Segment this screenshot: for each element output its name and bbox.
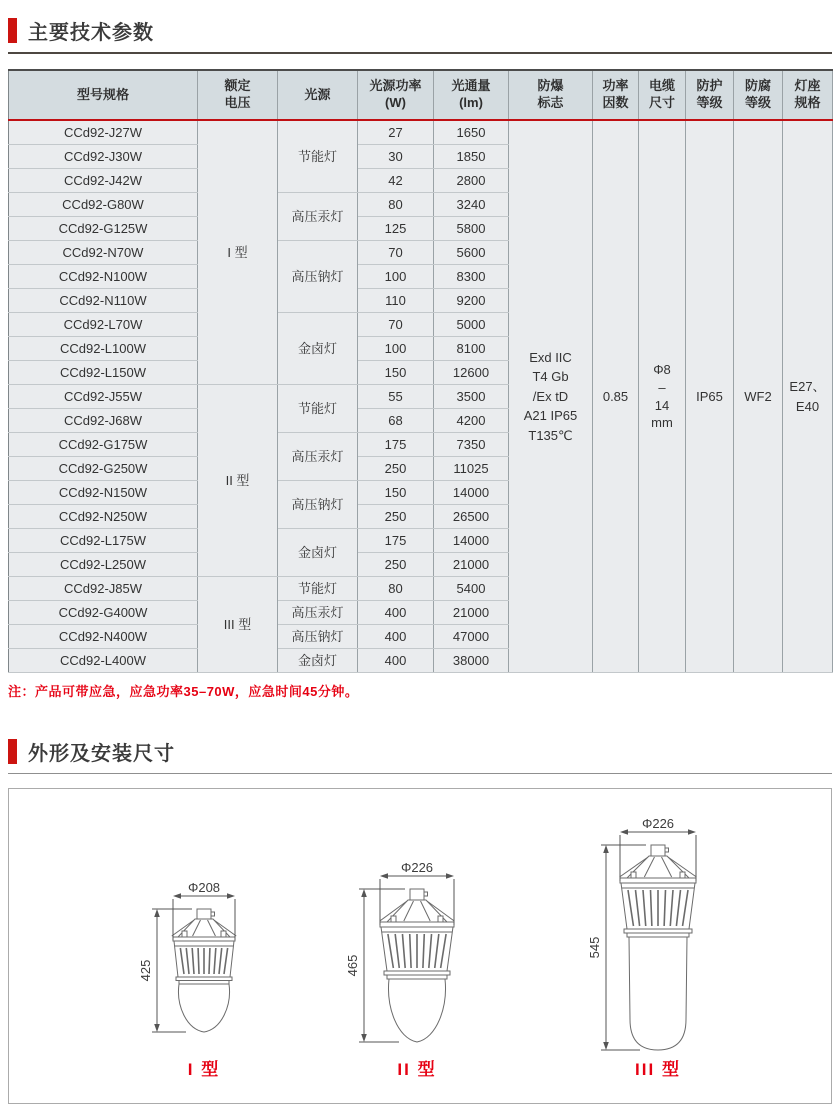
power-cell: 150	[358, 481, 434, 505]
model-cell: CCd92-N250W	[9, 505, 198, 529]
explosion-mark-cell-line: T4 Gb	[532, 369, 569, 385]
column-header-line: 标志	[537, 95, 564, 110]
model-cell: CCd92-L100W	[9, 337, 198, 361]
anticorrosion-class-cell	[734, 120, 783, 673]
model-cell: CCd92-N400W	[9, 625, 198, 649]
column-header-line: 型号规格	[76, 86, 129, 102]
flux-cell: 5000	[434, 313, 509, 337]
type-label: II 型	[397, 1060, 437, 1079]
flux-cell: 11025	[434, 457, 509, 481]
dimension-drawings-panel	[8, 788, 832, 1104]
column-header	[434, 70, 509, 120]
cable-size-cell-line: Φ8	[653, 362, 671, 378]
column-header-line: 规格	[794, 95, 821, 110]
light-source-cell: 金卤灯	[278, 313, 358, 385]
model-cell: CCd92-J30W	[9, 145, 198, 169]
column-header-line: 防爆	[537, 78, 564, 94]
section-title: 外形及安装尺寸	[28, 743, 175, 765]
light-source-cell: 高压汞灯	[278, 601, 358, 625]
column-header-line: 电缆	[648, 78, 675, 94]
flux-cell: 3240	[434, 193, 509, 217]
explosion-mark-cell-line: T135℃	[528, 427, 573, 443]
column-header	[198, 70, 278, 120]
light-source-cell: 金卤灯	[278, 529, 358, 577]
power-cell: 250	[358, 553, 434, 577]
flux-cell: 4200	[434, 409, 509, 433]
model-cell: CCd92-G175W	[9, 433, 198, 457]
spec-table	[8, 69, 833, 673]
cable-size-cell	[639, 120, 686, 673]
model-cell: CCd92-G400W	[9, 601, 198, 625]
flux-cell: 21000	[434, 553, 509, 577]
flux-cell: 5400	[434, 577, 509, 601]
model-cell: CCd92-G125W	[9, 217, 198, 241]
flux-cell: 8100	[434, 337, 509, 361]
column-header-line: 光源功率	[369, 78, 422, 94]
column-header	[639, 70, 686, 120]
anticorrosion-class-cell-line: WF2	[744, 388, 772, 404]
diameter-dimension-label: Φ226	[641, 816, 675, 831]
flux-cell: 9200	[434, 289, 509, 313]
cable-size-cell-line: mm	[651, 415, 673, 431]
power-cell: 100	[358, 265, 434, 289]
table-row	[9, 120, 833, 145]
height-dimension-label: 545	[587, 936, 602, 959]
section-header-dimensions	[8, 737, 832, 774]
column-header	[358, 70, 434, 120]
flux-cell: 5600	[434, 241, 509, 265]
section-title: 主要技术参数	[28, 22, 154, 44]
power-cell: 42	[358, 169, 434, 193]
column-header-line: 功率	[602, 78, 629, 94]
voltage-type-cell: I 型	[198, 120, 278, 385]
lamp-holder-cell-line: E40	[795, 398, 820, 414]
model-cell: CCd92-N70W	[9, 241, 198, 265]
power-cell: 30	[358, 145, 434, 169]
power-cell: 80	[358, 193, 434, 217]
flux-cell: 1850	[434, 145, 509, 169]
type-label: I 型	[187, 1060, 221, 1079]
column-header-line: (lm)	[459, 95, 483, 110]
column-header-line: 额定	[224, 78, 251, 94]
light-source-cell: 节能灯	[278, 120, 358, 193]
cable-size-cell-line: 14	[654, 397, 670, 413]
power-cell: 70	[358, 241, 434, 265]
column-header-line: 电压	[224, 95, 251, 110]
power-cell: 250	[358, 457, 434, 481]
power-cell: 125	[358, 217, 434, 241]
power-cell: 175	[358, 529, 434, 553]
column-header	[593, 70, 639, 120]
red-bar-icon	[8, 18, 17, 43]
power-factor-cell	[593, 120, 639, 673]
flux-cell: 12600	[434, 361, 509, 385]
power-cell: 55	[358, 385, 434, 409]
power-cell: 110	[358, 289, 434, 313]
model-cell: CCd92-J55W	[9, 385, 198, 409]
model-cell: CCd92-J42W	[9, 169, 198, 193]
explosion-mark-cell	[509, 120, 593, 673]
model-cell: CCd92-L250W	[9, 553, 198, 577]
light-source-cell: 高压钠灯	[278, 241, 358, 313]
lamp-holder-cell	[783, 120, 833, 673]
explosion-mark-cell-line: Exd IIC	[529, 349, 572, 365]
flux-cell: 7350	[434, 433, 509, 457]
model-cell: CCd92-N150W	[9, 481, 198, 505]
column-header	[278, 70, 358, 120]
flux-cell: 5800	[434, 217, 509, 241]
power-cell: 68	[358, 409, 434, 433]
flux-cell: 1650	[434, 120, 509, 145]
power-cell: 400	[358, 649, 434, 673]
power-cell: 400	[358, 625, 434, 649]
protection-class-cell-line: IP65	[696, 388, 723, 404]
column-header-line: 尺寸	[648, 95, 675, 110]
flux-cell: 3500	[434, 385, 509, 409]
explosion-mark-cell-line: A21 IP65	[523, 408, 578, 424]
protection-class-cell	[686, 120, 734, 673]
power-cell: 150	[358, 361, 434, 385]
light-source-cell: 高压汞灯	[278, 433, 358, 481]
flux-cell: 21000	[434, 601, 509, 625]
height-dimension-label: 465	[345, 954, 360, 977]
light-source-cell: 节能灯	[278, 577, 358, 601]
light-source-cell: 高压钠灯	[278, 625, 358, 649]
lamp-holder-cell-line: E27、	[789, 379, 826, 394]
power-cell: 400	[358, 601, 434, 625]
power-cell: 100	[358, 337, 434, 361]
model-cell: CCd92-N100W	[9, 265, 198, 289]
column-header	[686, 70, 734, 120]
diameter-dimension-label: Φ226	[400, 860, 434, 875]
power-cell: 175	[358, 433, 434, 457]
spec-table-body	[9, 120, 833, 673]
model-cell: CCd92-G250W	[9, 457, 198, 481]
flux-cell: 14000	[434, 481, 509, 505]
power-factor-cell-line: 0.85	[602, 388, 629, 404]
column-header	[734, 70, 783, 120]
header-row	[9, 70, 833, 120]
emergency-note: 注：产品可带应急，应急功率35–70W，应急时间45分钟。	[8, 684, 359, 699]
flux-cell: 14000	[434, 529, 509, 553]
model-cell: CCd92-J85W	[9, 577, 198, 601]
type-label: III 型	[635, 1060, 681, 1079]
column-header	[9, 70, 198, 120]
power-cell: 27	[358, 120, 434, 145]
lamp-diagram-2	[345, 860, 454, 1079]
model-cell: CCd92-J27W	[9, 120, 198, 145]
flux-cell: 47000	[434, 625, 509, 649]
column-header	[783, 70, 833, 120]
power-cell: 80	[358, 577, 434, 601]
section-header-parameters	[8, 16, 832, 54]
model-cell: CCd92-L400W	[9, 649, 198, 673]
column-header-line: 防腐	[744, 78, 771, 94]
flux-cell: 2800	[434, 169, 509, 193]
spec-table-head	[9, 70, 833, 120]
power-cell: 70	[358, 313, 434, 337]
model-cell: CCd92-N110W	[9, 289, 198, 313]
flux-cell: 8300	[434, 265, 509, 289]
explosion-mark-cell-line: /Ex tD	[532, 388, 569, 404]
column-header-line: 防护	[696, 78, 723, 94]
column-header-line: 灯座	[794, 78, 821, 94]
light-source-cell: 节能灯	[278, 385, 358, 433]
light-source-cell: 高压汞灯	[278, 193, 358, 241]
model-cell: CCd92-L70W	[9, 313, 198, 337]
column-header-line: 等级	[744, 95, 771, 110]
model-cell: CCd92-G80W	[9, 193, 198, 217]
light-source-cell: 金卤灯	[278, 649, 358, 673]
flux-cell: 26500	[434, 505, 509, 529]
cable-size-cell-line: –	[658, 379, 666, 395]
height-dimension-label: 425	[138, 959, 153, 982]
column-header-line: 光源	[304, 86, 331, 102]
lamp-diagram-3	[587, 816, 696, 1079]
column-header-line: 等级	[696, 95, 723, 110]
model-cell: CCd92-L175W	[9, 529, 198, 553]
column-header	[509, 70, 593, 120]
lamp-dimension-drawings	[9, 789, 831, 1101]
power-cell: 250	[358, 505, 434, 529]
voltage-type-cell: II 型	[198, 385, 278, 577]
flux-cell: 38000	[434, 649, 509, 673]
column-header-line: 因数	[602, 95, 629, 110]
light-source-cell: 高压钠灯	[278, 481, 358, 529]
red-bar-icon	[8, 739, 17, 764]
column-header-line: 光通量	[451, 78, 491, 94]
column-header-line: (W)	[385, 95, 406, 110]
diameter-dimension-label: Φ208	[187, 880, 221, 895]
model-cell: CCd92-J68W	[9, 409, 198, 433]
lamp-diagram-1	[138, 880, 236, 1079]
model-cell: CCd92-L150W	[9, 361, 198, 385]
voltage-type-cell: III 型	[198, 577, 278, 673]
